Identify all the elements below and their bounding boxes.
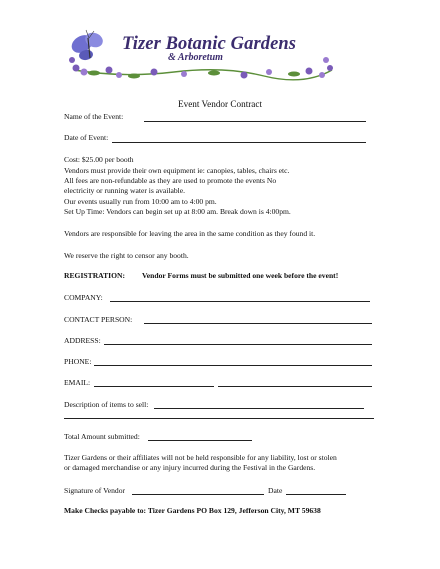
total-field[interactable]: [148, 440, 252, 441]
payment-text: Make Checks payable to: Tizer Gardens PO Box 129, Jefferson City, MT 59638: [64, 506, 321, 515]
liability-line: or damaged merchandise or any injury incurred during the Festival in the Gardens.: [64, 463, 316, 472]
event-date-field[interactable]: [112, 142, 366, 143]
contact-label: CONTACT PERSON:: [64, 315, 133, 324]
contact-field[interactable]: [144, 323, 372, 324]
info-line: electricity or running water is available.: [64, 186, 186, 195]
date-label: Date: [268, 486, 283, 495]
phone-field[interactable]: [94, 365, 372, 366]
responsibility-text: Vendors are responsible for leaving the area in the same condition as they found it.: [64, 229, 316, 238]
info-line: All fees are non-refundable as they are used to promote the events No: [64, 176, 277, 185]
total-label: Total Amount submitted:: [64, 432, 140, 441]
event-date-label: Date of Event:: [64, 133, 109, 142]
email-label: EMAIL:: [64, 378, 91, 387]
registration-note: Vendor Forms must be submitted one week before the event!: [142, 271, 339, 280]
email-field-extra[interactable]: [218, 386, 372, 387]
liability-line: Tizer Gardens or their affiliates will not be held responsible for any liability, lost or stolen: [64, 453, 337, 462]
info-line: Vendors must provide their own equipment ie: canopies, tables, chairs etc.: [64, 166, 290, 175]
date-field[interactable]: [286, 494, 346, 495]
company-field[interactable]: [110, 301, 370, 302]
email-field[interactable]: [94, 386, 214, 387]
company-label: COMPANY:: [64, 293, 103, 302]
registration-label: REGISTRATION:: [64, 271, 126, 280]
event-name-field[interactable]: [144, 121, 366, 122]
event-name-label: Name of the Event:: [64, 112, 124, 121]
logo-title: Tizer Botanic Gardens: [122, 34, 297, 54]
butterfly-icon: [68, 30, 104, 61]
address-field[interactable]: [104, 344, 372, 345]
description-field[interactable]: [154, 408, 364, 409]
phone-label: PHONE:: [64, 357, 92, 366]
page-title: Event Vendor Contract: [177, 99, 263, 109]
signature-label: Signature of Vendor: [64, 486, 126, 495]
info-line: Our events usually run from 10:00 am to 4:00 pm.: [64, 197, 217, 206]
description-field-2[interactable]: [64, 418, 374, 419]
censor-text: We reserve the right to censor any booth.: [64, 251, 189, 260]
logo-subtitle: & Arboretum: [168, 52, 223, 63]
info-line: Set Up Time: Vendors can begin set up at 8:00 am. Break down is 4:00pm.: [64, 207, 291, 216]
address-label: ADDRESS:: [64, 336, 101, 345]
cost-text: Cost: $25.00 per booth: [64, 155, 134, 164]
description-label: Description of items to sell:: [64, 400, 149, 409]
signature-field[interactable]: [132, 494, 264, 495]
